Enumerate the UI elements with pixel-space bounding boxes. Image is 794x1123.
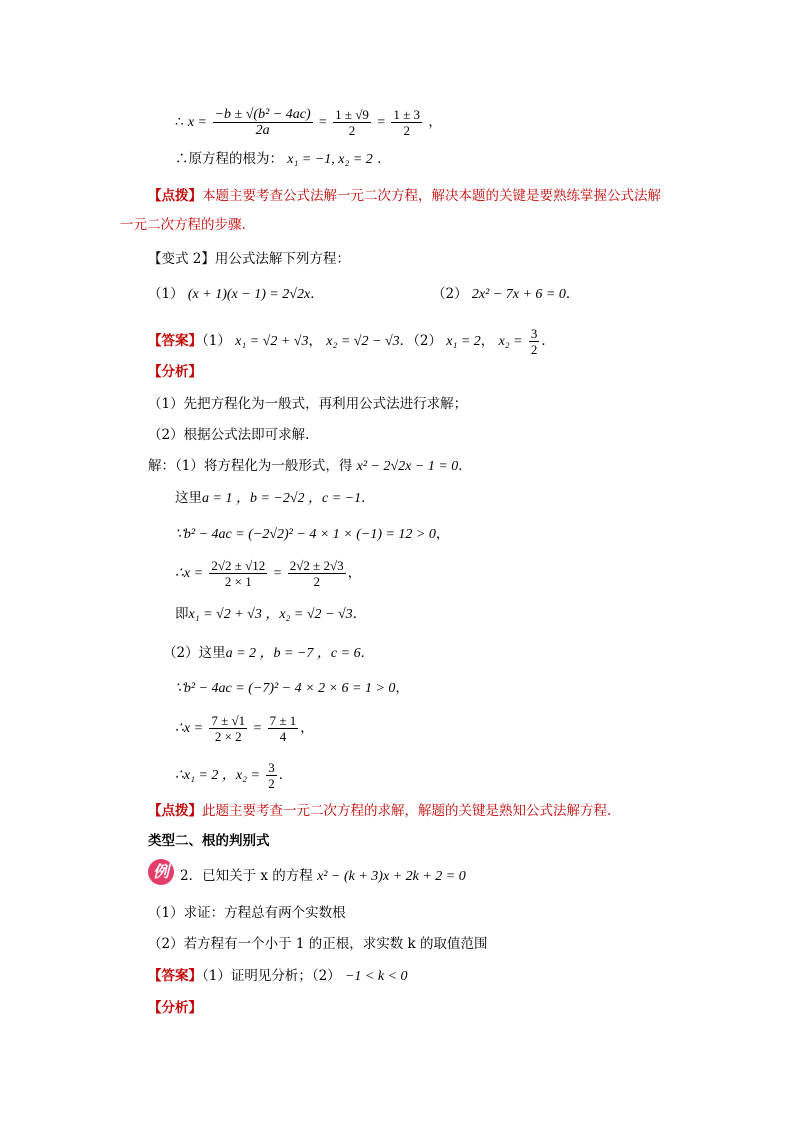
frac-den: 2 — [530, 342, 538, 357]
text: （2）这里 — [163, 645, 226, 661]
line-x-formula-1 — [175, 558, 361, 589]
line-analysis-tag-2: 【分析】 — [148, 1000, 202, 1016]
hint-tag: 【点拨】 — [148, 803, 202, 819]
punct: ， — [435, 526, 450, 542]
text: 2．已知关于 x 的方程 — [180, 868, 313, 884]
hint-tag: 【点拨】 — [148, 188, 202, 204]
problem-2-eq: 2x² − 7x + 6 = 0 — [471, 287, 566, 302]
frac-den: 2 — [348, 123, 356, 138]
line-x-formula-2 — [175, 713, 314, 744]
punct: ． — [377, 151, 391, 167]
var-x: x — [187, 115, 195, 130]
hint-text: 本题主要考查公式法解一元二次方程，解决本题的关键是要熟练掌握公式法解 — [202, 188, 661, 204]
therefore-symbol: ∴ — [175, 114, 184, 130]
math: ∴x₁ = 2 ，x₂ = — [175, 768, 260, 783]
frac-num: 1 ± 3 — [393, 107, 421, 122]
frac-den: 2a — [255, 123, 270, 138]
line-variant-2: 【变式 2】用公式法解下列方程： — [148, 251, 350, 267]
line-problem-2 — [432, 284, 579, 305]
equals: = — [198, 115, 207, 130]
section-heading: 类型二、根的判别式 — [148, 833, 270, 849]
math: −1 < k < 0 — [344, 969, 408, 984]
line-analysis-1: （1）先把方程化为一般式，再利用公式法进行求解； — [148, 396, 468, 412]
equals: = — [273, 566, 282, 581]
line-hint-2 — [148, 801, 611, 821]
punct: ． — [278, 767, 293, 783]
math: x₁ = 2 — [446, 334, 481, 349]
line-example-2 — [180, 866, 466, 887]
line-problems — [148, 284, 324, 305]
punct: ． — [360, 645, 375, 661]
frac-num: 2√2 ± 2√3 — [289, 558, 344, 573]
punct: ， — [347, 565, 362, 581]
math: x₂ = √2 − √3 — [326, 334, 400, 349]
punct: ． — [352, 606, 367, 622]
line-question-2: （2）若方程有一个小于 1 的正根，求实数 k 的取值范围 — [148, 936, 488, 952]
math: x₁ = −1, x₂ = 2 — [287, 152, 373, 167]
line-answer-2 — [148, 966, 408, 987]
punct: ． — [565, 286, 580, 302]
line-hint-1 — [148, 186, 661, 206]
text: （1） — [202, 333, 231, 349]
frac-den: 2 — [403, 123, 410, 138]
punct: ． — [361, 490, 375, 506]
frac-num: 7 ± √1 — [211, 713, 246, 728]
equals: = — [253, 721, 262, 736]
fraction-formula — [213, 107, 313, 138]
frac-num: −b ± √(b² − 4ac) — [214, 107, 311, 122]
punct: ． — [458, 458, 472, 474]
example-badge: 例 — [148, 859, 174, 885]
math: a = 1 ，b = −2√2 ，c = −1 — [202, 491, 362, 506]
math: a = 2 ，b = −7 ，c = 6 — [225, 646, 361, 661]
answer-tag: 【答案】 — [148, 333, 202, 349]
fraction — [209, 713, 247, 744]
frac-num: 7 ± 1 — [269, 713, 297, 728]
line-solution-1 — [148, 456, 472, 477]
line-roots — [175, 149, 391, 170]
problem-2-label: （2） — [432, 286, 468, 302]
math: x₁ = √2 + √3 — [235, 334, 309, 349]
punct: ， — [300, 720, 314, 736]
math: ∴x = — [175, 566, 204, 581]
fraction-2 — [333, 107, 371, 138]
punct: ， — [308, 333, 322, 349]
math: x₂ = — [498, 334, 523, 349]
punct: ， — [480, 333, 495, 349]
frac-den: 4 — [279, 729, 287, 744]
punct: ． — [541, 333, 555, 349]
frac-num: 1 ± √9 — [335, 107, 369, 122]
line-disc-1 — [175, 524, 449, 545]
line-analysis-tag: 【分析】 — [148, 364, 202, 380]
line-quadratic-formula: ∴ x = $\frac{\text{−b ± √(b² − 4ac)}}{2a}$ = $\frac{1 \pm √9}{2}$ = $\frac{1 \pm 3}{2}$ ， — [175, 107, 442, 138]
line-answer — [148, 326, 555, 357]
punct: ， — [395, 680, 409, 696]
line-roots-1 — [175, 604, 366, 625]
fraction — [266, 760, 277, 791]
text: （1）证明见分析；（2） — [202, 968, 341, 984]
line-roots-2 — [175, 760, 292, 791]
frac-den: 2 — [313, 574, 320, 589]
frac-num: 3 — [268, 760, 275, 775]
line-analysis-2: （2）根据公式法即可求解. — [148, 427, 310, 443]
line-coefs-2 — [163, 643, 374, 664]
line-coefs-1 — [175, 488, 375, 509]
fraction-3 — [391, 107, 422, 138]
text: ．（2） — [399, 333, 442, 349]
fraction — [288, 558, 346, 589]
text: ∴原方程的根为： — [175, 151, 283, 167]
line-hint-1b: 一元二次方程的步骤. — [120, 217, 246, 233]
math: ∵b² − 4ac = (−7)² − 4 × 2 × 6 = 1 > 0 — [175, 681, 396, 696]
line-disc-2 — [175, 678, 409, 699]
problem-1-eq: (x + 1)(x − 1) = 2√2x — [187, 287, 311, 302]
text: 这里 — [175, 490, 202, 506]
fraction — [209, 558, 267, 589]
frac-num: 3 — [530, 326, 538, 341]
hint-text: 此题主要考查一元二次方程的求解，解题的关键是熟知公式法解方程. — [202, 803, 612, 819]
math: ∵b² − 4ac = (−2√2)² − 4 × 1 × (−1) = 12 > 0 — [175, 527, 436, 542]
math: x² − (k + 3)x + 2k + 2 = 0 — [317, 869, 466, 884]
frac-den: 2 × 1 — [224, 574, 252, 589]
line-question-1: （1）求证：方程总有两个实数根 — [148, 905, 346, 921]
frac-num: 2√2 ± √12 — [211, 558, 266, 573]
answer-tag: 【答案】 — [148, 968, 202, 984]
text: 即 — [175, 606, 189, 622]
math: x² − 2√2x − 1 = 0 — [356, 459, 459, 474]
fraction-answer — [529, 326, 540, 357]
frac-den: 2 — [268, 776, 275, 791]
problem-1-label: （1） — [148, 286, 184, 302]
math: ∴x = — [175, 721, 204, 736]
punct: ， — [428, 114, 442, 130]
text: 解：（1）将方程化为一般形式，得 — [148, 458, 353, 474]
fraction — [268, 713, 299, 744]
math: x₁ = √2 + √3 ，x₂ = √2 − √3 — [188, 607, 353, 622]
frac-den: 2 × 2 — [214, 729, 242, 744]
punct: ． — [310, 286, 324, 302]
